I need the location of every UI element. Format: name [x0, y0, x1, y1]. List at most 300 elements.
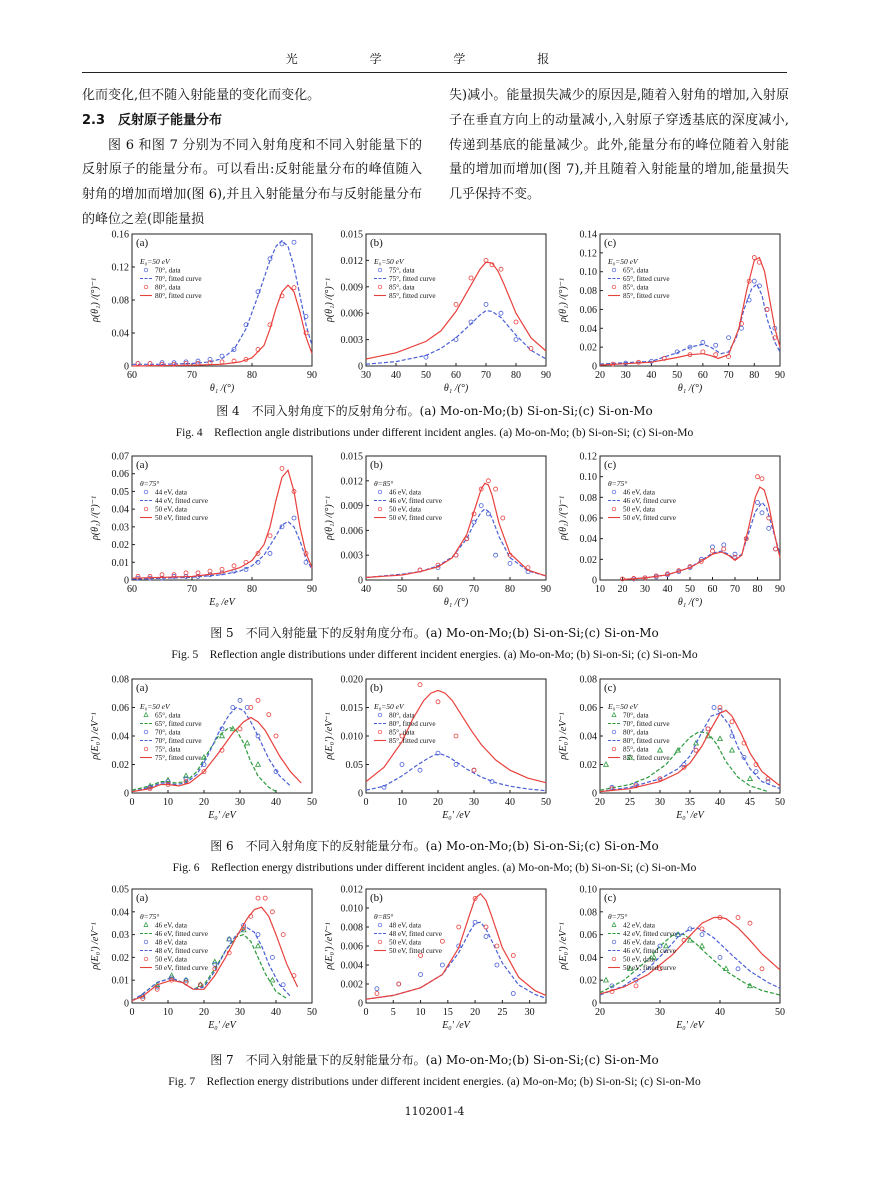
- data-point: [501, 516, 505, 520]
- legend-entry: 46 eV, data: [623, 488, 656, 497]
- x-tick-label: 40: [646, 370, 657, 381]
- data-point: [418, 768, 422, 772]
- legend-title: E₀=50 eV: [608, 257, 638, 266]
- legend-swatch: [378, 923, 382, 927]
- x-tick-label: 0: [129, 797, 135, 808]
- x-tick-label: 30: [235, 1007, 245, 1018]
- legend-entry: 46 eV, fitted curve: [623, 497, 676, 505]
- x-tick-label: 30: [640, 584, 650, 595]
- legend-swatch: [612, 957, 616, 961]
- legend-swatch: [144, 268, 148, 272]
- y-tick-label: 0.05: [111, 884, 129, 896]
- data-point: [736, 967, 740, 971]
- legend-entry: 80°, data: [623, 728, 649, 737]
- x-tick-label: 40: [662, 584, 673, 595]
- legend-title: θ=75°: [140, 912, 160, 921]
- data-point: [756, 501, 760, 505]
- y-tick-label: 0.06: [579, 930, 597, 942]
- panel-label: (b): [370, 459, 383, 471]
- x-tick-label: 70: [187, 370, 197, 381]
- y-tick-label: 0.006: [340, 308, 363, 320]
- section-heading: 2.3 反射原子能量分布: [82, 112, 223, 128]
- y-tick-label: 0: [124, 788, 129, 800]
- y-tick-label: 0: [592, 998, 597, 1010]
- y-tick-label: 0.04: [111, 907, 129, 919]
- legend-entry: 50 eV, data: [155, 505, 188, 514]
- y-axis-label: ρ(θ₁) /(°)⁻¹: [324, 277, 335, 323]
- legend-title: E₀=50 eV: [374, 257, 404, 266]
- data-point: [267, 713, 271, 717]
- chart-7b: [320, 883, 554, 1043]
- x-tick-label: 40: [715, 1007, 725, 1018]
- panel-label: (a): [136, 459, 149, 471]
- y-tick-label: 0.010: [340, 731, 363, 743]
- legend-entry: 50 eV, fitted curve: [623, 514, 676, 522]
- x-tick-label: 35: [685, 797, 695, 808]
- x-axis-label: θ₁ /(°): [443, 597, 469, 608]
- y-tick-label: 0.015: [340, 703, 363, 714]
- header-rule: [82, 72, 787, 73]
- legend-entry: 70°, fitted curve: [623, 720, 670, 728]
- data-point: [739, 326, 743, 330]
- legend-entry: 50 eV, fitted curve: [623, 964, 676, 972]
- figure-4: [86, 228, 786, 428]
- data-point: [232, 564, 236, 568]
- figure-5-caption-cn: 图 5 不同入射能量下的反射角度分布。(a) Mo-on-Mo;(b) Si-on-Si;(c) Si-on-Mo: [210, 626, 659, 640]
- data-point: [494, 487, 498, 491]
- x-tick-label: 30: [361, 370, 371, 381]
- data-point: [486, 479, 490, 483]
- figure-5: [86, 450, 786, 650]
- y-tick-label: 0.009: [340, 282, 363, 294]
- data-point: [508, 561, 512, 565]
- data-point: [440, 963, 444, 967]
- data-point: [706, 727, 710, 731]
- y-tick-label: 0.006: [340, 525, 363, 537]
- legend-entry: 50 eV, fitted curve: [389, 514, 442, 522]
- x-axis-label: E₀′ /eV: [208, 810, 236, 821]
- legend-entry: 70°, data: [623, 711, 649, 720]
- x-tick-label: 20: [617, 584, 628, 595]
- y-tick-label: 0.12: [111, 262, 129, 274]
- data-point: [136, 362, 140, 366]
- x-tick-label: 40: [715, 797, 725, 808]
- y-tick-label: 0.04: [579, 534, 597, 546]
- data-point: [454, 338, 458, 342]
- data-point: [760, 477, 764, 481]
- y-tick-label: 0.02: [579, 342, 597, 354]
- chart-5b: [320, 450, 554, 620]
- data-point: [765, 307, 769, 311]
- legend-entry: 48 eV, fitted curve: [155, 947, 208, 955]
- x-tick-label: 60: [697, 370, 708, 381]
- x-tick-label: 0: [363, 1007, 369, 1018]
- y-tick-label: 0.010: [340, 903, 363, 915]
- legend-entry: 75°, fitted curve: [155, 754, 202, 762]
- data-point: [718, 955, 722, 959]
- y-tick-label: 0.08: [579, 492, 597, 504]
- legend-entry: 65°, data: [623, 266, 649, 275]
- y-tick-label: 0.08: [111, 674, 129, 686]
- y-tick-label: 0.003: [340, 550, 363, 562]
- legend-swatch: [612, 268, 616, 272]
- x-tick-label: 20: [595, 1007, 605, 1018]
- y-tick-label: 0.015: [340, 229, 363, 241]
- y-tick-label: 0.015: [340, 451, 363, 463]
- legend-entry: 46 eV, fitted curve: [623, 947, 676, 955]
- data-point: [767, 526, 771, 530]
- legend-entry: 70°, fitted curve: [155, 737, 202, 745]
- x-tick-label: 30: [620, 370, 631, 381]
- panel-label: (b): [370, 892, 383, 904]
- legend-entry: 65°, fitted curve: [155, 720, 202, 728]
- right-paragraph: 失)减小。能量损失减少的原因是,随着入射角的增加,入射原子在垂直方向上的动量减小,入射原子穿透基底的深度减小,传递到基底的能量减少。此外,能量分布的峰位随着入射能量的增加而增加(图 7),并且随着入射能量的增加,能量损失几乎保持不变。: [449, 88, 789, 203]
- x-axis-label: E₀′ /eV: [208, 1020, 236, 1031]
- legend-swatch: [378, 285, 382, 289]
- chart-7a: [86, 883, 320, 1043]
- data-point: [440, 939, 444, 943]
- y-tick-label: 0.08: [579, 674, 597, 686]
- panel-label: (a): [136, 892, 149, 904]
- legend-entry: 44 eV, data: [155, 488, 188, 497]
- x-tick-label: 10: [415, 1007, 426, 1018]
- y-tick-label: 0: [124, 575, 129, 587]
- y-tick-label: 0.003: [340, 335, 363, 347]
- legend-entry: 48 eV, data: [155, 938, 188, 947]
- x-tick-label: 45: [745, 797, 755, 808]
- legend-swatch: [144, 747, 148, 751]
- y-tick-label: 0.05: [111, 486, 129, 498]
- legend-entry: 42 eV, data: [623, 921, 656, 930]
- x-tick-label: 30: [655, 797, 665, 808]
- figure-6-caption-en: Fig. 6 Reflection energy distributions under different incident angles. (a) Mo-on-Mo; (b) Si-on-Si; (c) Si-on-Mo: [172, 862, 697, 874]
- x-tick-label: 40: [361, 584, 371, 595]
- x-tick-label: 60: [127, 370, 137, 381]
- x-tick-label: 10: [397, 797, 407, 808]
- data-point: [712, 706, 716, 710]
- y-tick-label: 0.02: [579, 760, 597, 771]
- chart-6a: [86, 673, 320, 833]
- legend-swatch: [612, 747, 616, 751]
- x-tick-label: 50: [775, 1007, 785, 1018]
- y-tick-label: 0.07: [111, 451, 129, 463]
- y-axis-label: ρ(θ₁) /(°)⁻¹: [558, 495, 569, 541]
- data-point: [281, 983, 285, 987]
- x-tick-label: 0: [129, 1007, 135, 1018]
- x-tick-label: 80: [505, 584, 515, 595]
- legend-entry: 50 eV, data: [389, 505, 422, 514]
- legend-swatch: [378, 507, 382, 511]
- x-tick-label: 50: [685, 584, 695, 595]
- y-tick-label: 0: [592, 788, 597, 800]
- y-tick-label: 0.04: [579, 323, 597, 335]
- y-tick-label: 0.10: [579, 472, 597, 484]
- data-point: [604, 762, 609, 766]
- x-tick-label: 10: [595, 584, 605, 595]
- y-tick-label: 0.006: [340, 941, 363, 953]
- y-tick-label: 0.020: [340, 674, 363, 686]
- legend-entry: 80°, data: [389, 711, 415, 720]
- y-tick-label: 0.08: [111, 295, 129, 307]
- y-tick-label: 0.08: [579, 286, 597, 298]
- legend-entry: 65°, data: [155, 711, 181, 720]
- data-point: [263, 896, 267, 900]
- left-column: [82, 84, 422, 233]
- legend-entry: 80°, data: [155, 283, 181, 292]
- data-point: [238, 698, 242, 702]
- data-point: [270, 955, 274, 959]
- running-header: 光 学 学 报: [285, 52, 584, 66]
- legend-entry: 44 eV, fitted curve: [155, 497, 208, 505]
- y-axis-label: ρ(θ₁) /(°)⁻¹: [558, 277, 569, 323]
- data-point: [718, 736, 723, 740]
- x-tick-label: 70: [481, 370, 491, 381]
- x-tick-label: 90: [775, 584, 785, 595]
- plot-frame: [600, 234, 780, 366]
- data-point: [727, 336, 731, 340]
- data-point: [514, 320, 518, 324]
- data-point: [213, 962, 217, 966]
- legend-title: E₀=50 eV: [374, 702, 404, 711]
- data-point: [514, 338, 518, 342]
- legend-entry: 46 eV, fitted curve: [389, 497, 442, 505]
- data-point: [700, 943, 705, 947]
- data-point: [419, 973, 423, 977]
- data-point: [256, 896, 260, 900]
- chart-4c: [554, 228, 788, 406]
- y-tick-label: 0.02: [111, 952, 129, 964]
- legend-title: E₀=50 eV: [140, 257, 170, 266]
- legend-entry: 50 eV, data: [389, 938, 422, 947]
- y-tick-label: 0.14: [579, 229, 597, 241]
- y-tick-label: 0.009: [340, 501, 363, 513]
- y-tick-label: 0: [358, 788, 363, 800]
- figure-6-caption-cn: 图 6 不同入射角度下的反射能量分布。(a) Mo-on-Mo;(b) Si-on-Si;(c) Si-on-Mo: [210, 839, 659, 853]
- x-tick-label: 50: [307, 1007, 317, 1018]
- legend-swatch: [378, 940, 382, 944]
- legend-entry: 75°, data: [155, 745, 181, 754]
- x-tick-label: 30: [524, 1007, 535, 1018]
- data-point: [495, 963, 499, 967]
- legend-swatch: [144, 285, 148, 289]
- x-tick-label: 50: [397, 584, 407, 595]
- x-tick-label: 20: [433, 797, 443, 808]
- legend-entry: 85°, fitted curve: [389, 737, 436, 745]
- legend-entry: 42 eV, fitted curve: [623, 930, 676, 938]
- data-point: [274, 734, 278, 738]
- y-axis-label: ρ(θ₁) /(°)⁻¹: [324, 495, 335, 541]
- y-axis-label: ρ(E₀′) /eV⁻¹: [90, 712, 101, 760]
- x-tick-label: 5: [390, 1007, 396, 1018]
- data-point: [722, 543, 726, 547]
- data-point: [730, 748, 735, 752]
- x-axis-label: θ₁ /(°): [677, 597, 703, 608]
- data-point: [494, 553, 498, 557]
- legend-entry: 50 eV, data: [623, 955, 656, 964]
- data-point: [256, 698, 260, 702]
- x-axis-label: E₀ /eV: [209, 597, 235, 608]
- figure-5-caption-en: Fig. 5 Reflection angle distributions under different incident energies. (a) Mo-on-Mo; (b) Si-on-Si; (c) Si-on-Mo: [171, 649, 698, 661]
- figure-7-caption-en: Fig. 7 Reflection energy distributions under different incident energies. (a) Mo-on-Mo; (b) Si-on-Si; (c) Si-on-Mo: [168, 1076, 701, 1088]
- data-point: [473, 920, 477, 924]
- legend-entry: 46 eV, data: [389, 488, 422, 497]
- data-point: [634, 984, 638, 988]
- legend-entry: 48 eV, fitted curve: [389, 930, 442, 938]
- data-point: [736, 916, 740, 920]
- data-point: [722, 547, 726, 551]
- legend-entry: 50 eV, fitted curve: [389, 947, 442, 955]
- x-tick-label: 40: [505, 797, 515, 808]
- y-tick-label: 0.004: [340, 960, 363, 972]
- legend-entry: 48 eV, data: [389, 921, 422, 930]
- y-tick-label: 0.03: [111, 522, 129, 534]
- data-point: [256, 943, 261, 947]
- legend-entry: 50 eV, data: [623, 505, 656, 514]
- x-tick-label: 90: [307, 584, 317, 595]
- data-point: [256, 762, 261, 766]
- legend-swatch: [144, 957, 148, 961]
- page-footer: 1102001-4: [404, 1105, 465, 1118]
- series-line: [132, 522, 312, 580]
- x-tick-label: 30: [235, 797, 245, 808]
- x-tick-label: 70: [187, 584, 197, 595]
- x-tick-label: 10: [163, 797, 173, 808]
- data-point: [711, 545, 715, 549]
- x-tick-label: 50: [307, 797, 317, 808]
- x-axis-label: E₀′ /eV: [442, 810, 470, 821]
- panel-label: (a): [136, 682, 149, 694]
- x-tick-label: 40: [271, 1007, 281, 1018]
- data-point: [511, 992, 515, 996]
- data-point: [375, 987, 379, 991]
- data-point: [700, 933, 704, 937]
- x-tick-label: 50: [421, 370, 431, 381]
- x-tick-label: 50: [541, 797, 551, 808]
- x-tick-label: 50: [672, 370, 683, 381]
- legend-entry: 46 eV, data: [623, 938, 656, 947]
- legend-swatch: [144, 713, 148, 717]
- data-point: [454, 734, 458, 738]
- y-tick-label: 0.04: [579, 952, 597, 964]
- legend-swatch: [612, 490, 616, 494]
- y-tick-label: 0.04: [111, 731, 129, 743]
- x-tick-label: 20: [470, 1007, 481, 1018]
- x-tick-label: 0: [363, 797, 369, 808]
- left-paragraph: 图 6 和图 7 分别为不同入射角度和不同入射能量下的反射原子的能量分布。可以看出:反射能量分布的峰值随入射角的增加而增加(图 6),并且入射能量分布与反射能量分布的峰位之差(即能量损: [82, 137, 422, 227]
- legend-entry: 80°, fitted curve: [389, 720, 436, 728]
- x-tick-label: 20: [199, 1007, 209, 1018]
- series-line: [132, 728, 276, 792]
- data-point: [484, 302, 488, 306]
- data-point: [511, 954, 515, 958]
- data-point: [495, 944, 499, 948]
- data-point: [280, 466, 284, 470]
- x-tick-label: 70: [730, 584, 740, 595]
- y-tick-label: 0.04: [111, 328, 129, 340]
- data-point: [760, 967, 764, 971]
- y-tick-label: 0.06: [579, 703, 597, 714]
- data-point: [245, 741, 250, 745]
- x-tick-label: 25: [625, 797, 635, 808]
- y-tick-label: 0.008: [340, 922, 363, 934]
- legend-entry: 80°, fitted curve: [155, 292, 202, 300]
- chart-4a: [86, 228, 320, 406]
- data-point: [756, 475, 760, 479]
- legend-entry: 85°, data: [623, 745, 649, 754]
- x-tick-label: 70: [723, 370, 734, 381]
- y-tick-label: 0: [358, 361, 363, 373]
- x-tick-label: 90: [307, 370, 317, 381]
- legend-entry: 70°, data: [155, 728, 181, 737]
- x-tick-label: 60: [127, 584, 137, 595]
- y-tick-label: 0: [124, 361, 129, 373]
- legend-swatch: [144, 923, 148, 927]
- legend-entry: 50 eV, data: [155, 955, 188, 964]
- x-tick-label: 30: [469, 797, 479, 808]
- x-axis-label: θ₁ /(°): [677, 383, 703, 394]
- series-line: [366, 754, 546, 791]
- y-axis-label: ρ(E₀′) /eV⁻¹: [90, 922, 101, 970]
- chart-7c: [554, 883, 788, 1043]
- legend-title: E₀=50 eV: [608, 702, 638, 711]
- data-point: [748, 921, 752, 925]
- legend-title: θ=85°: [374, 479, 394, 488]
- x-tick-label: 80: [749, 370, 760, 381]
- data-point: [760, 511, 764, 515]
- y-axis-label: ρ(E₀′) /eV⁻¹: [558, 712, 569, 760]
- y-tick-label: 0.06: [111, 469, 129, 481]
- x-tick-label: 80: [752, 584, 763, 595]
- data-point: [499, 311, 503, 315]
- data-point: [418, 683, 422, 687]
- legend-swatch: [378, 713, 382, 717]
- chart-5c: [554, 450, 788, 620]
- data-point: [469, 276, 473, 280]
- legend-swatch: [612, 507, 616, 511]
- data-point: [752, 279, 756, 283]
- right-column: [449, 84, 789, 208]
- y-tick-label: 0.04: [579, 731, 597, 743]
- data-point: [499, 267, 503, 271]
- legend-entry: 75°, fitted curve: [389, 275, 436, 283]
- x-axis-label: θ₁ /(°): [443, 383, 469, 394]
- x-tick-label: 60: [433, 584, 443, 595]
- legend-swatch: [378, 268, 382, 272]
- y-tick-label: 0.10: [579, 267, 597, 279]
- y-tick-label: 0.012: [340, 476, 363, 488]
- x-axis-label: E₀′ /eV: [442, 1020, 470, 1031]
- legend-title: θ=75°: [608, 479, 628, 488]
- legend-entry: 85°, fitted curve: [623, 754, 670, 762]
- x-tick-label: 70: [469, 584, 479, 595]
- x-tick-label: 25: [497, 1007, 508, 1018]
- y-axis-label: ρ(E₀′) /eV⁻¹: [324, 922, 335, 970]
- data-point: [479, 504, 483, 508]
- data-point: [714, 343, 718, 347]
- data-point: [718, 706, 722, 710]
- panel-label: (c): [604, 892, 617, 904]
- y-tick-label: 0.06: [579, 304, 597, 316]
- x-tick-label: 90: [541, 584, 551, 595]
- x-tick-label: 20: [595, 370, 605, 381]
- y-tick-label: 0.02: [111, 760, 129, 771]
- y-tick-label: 0.12: [579, 451, 597, 463]
- legend-swatch: [144, 490, 148, 494]
- x-axis-label: θ₁ /(°): [209, 383, 235, 394]
- y-tick-label: 0.02: [579, 554, 597, 566]
- x-tick-label: 80: [511, 370, 521, 381]
- legend-title: θ=85°: [374, 912, 394, 921]
